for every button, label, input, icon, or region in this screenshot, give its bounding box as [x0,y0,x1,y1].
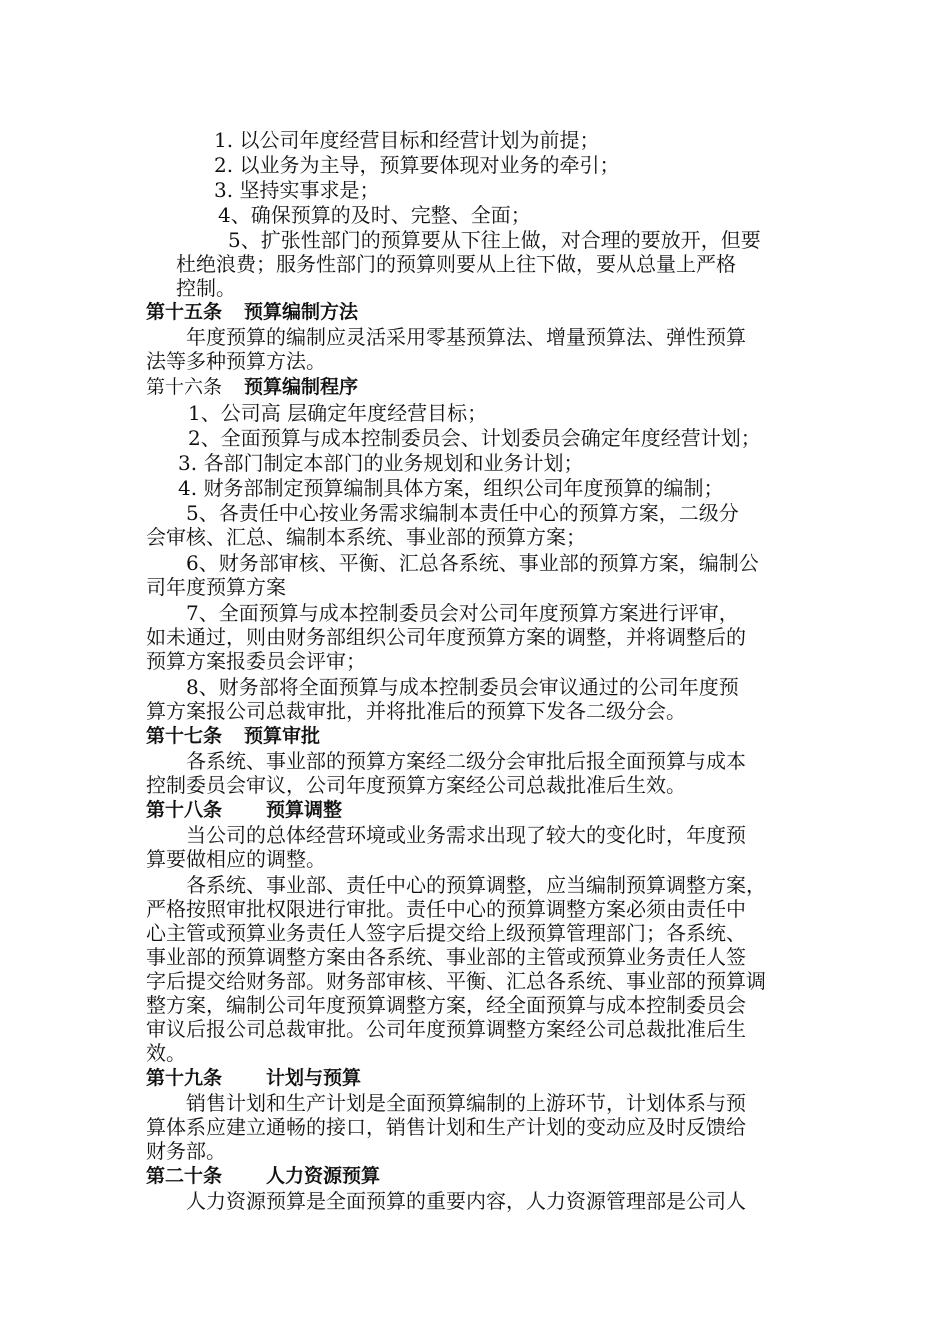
step-item-7-cont: 预算方案报委员会评审； [146,649,366,673]
paragraph-line: 控制委员会审议，公司年度预算方案经公司总裁批准后生效。 [146,773,686,797]
principle-item-2: 2. 以业务为主导，预算要体现对业务的牵引； [214,153,620,177]
principle-item-5: 5、扩张性部门的预算要从下往上做，对合理的要放开，但要 [228,228,761,252]
paragraph-line: 销售计划和生产计划是全面预算编制的上游环节，计划体系与预 [186,1091,746,1115]
step-item-8: 8、财务部将全面预算与成本控制委员会审议通过的公司年度预 [186,675,739,699]
article-heading [146,798,342,822]
article-number: 第十九条 [146,1067,223,1089]
article-title: 预算编制方法 [244,301,359,323]
paragraph-line: 算体系应建立通畅的接口，销售计划和生产计划的变动应及时反馈给 [146,1115,746,1139]
paragraph-line: 审议后报公司总裁审批。公司年度预算调整方案经公司总裁批准后生 [146,1017,746,1041]
article-title: 计划与预算 [266,1067,362,1089]
step-item-6: 6、财务部审核、平衡、汇总各系统、事业部的预算方案，编制公 [186,551,759,575]
paragraph-line: 各系统、事业部的预算方案经二级分会审批后报全面预算与成本 [186,749,746,773]
paragraph-line: 算要做相应的调整。 [146,847,326,871]
principle-item-3: 3. 坚持实事求是； [214,178,380,202]
article-number: 第二十条 [146,1165,223,1187]
paragraph-line: 法等多种预算方法。 [146,349,326,373]
article-title: 人力资源预算 [266,1165,381,1187]
paragraph-line: 严格按照审批权限进行审批。责任中心的预算调整方案必须由责任中 [146,897,746,921]
step-item-5: 5、各责任中心按业务需求编制本责任中心的预算方案，二级分 [186,501,739,525]
step-item-1: 1、公司高 层确定年度经营目标； [188,401,488,425]
article-heading [146,1164,380,1188]
article-heading [146,724,320,748]
paragraph-line: 整方案，编制公司年度预算调整方案，经全面预算与成本控制委员会 [146,993,746,1017]
paragraph-line: 事业部的预算调整方案由各系统、事业部的主管或预算业务责任人签 [146,945,746,969]
step-item-8-cont: 算方案报公司总裁审批，并将批准后的预算下发各二级分会。 [146,699,686,723]
paragraph-line: 效。 [146,1041,186,1065]
step-item-6-cont: 司年度预算方案 [146,575,286,599]
article-number: 第十七条 [146,725,223,747]
article-number: 第十八条 [146,799,223,821]
principle-item-5-cont: 杜绝浪费；服务性部门的预算则要从上往下做，要从总量上严格 [176,252,736,276]
step-item-5-cont: 会审核、汇总、编制本系统、事业部的预算方案； [146,525,586,549]
article-title: 预算编制程序 [244,376,359,398]
step-item-2: 2、全面预算与成本控制委员会、计划委员会确定年度经营计划； [188,426,761,450]
paragraph-line: 当公司的总体经营环境或业务需求出现了较大的变化时，年度预 [186,823,746,847]
article-number: 第十五条 [146,301,223,323]
paragraph-line: 财务部。 [146,1139,226,1163]
paragraph-line: 人力资源预算是全面预算的重要内容，人力资源管理部是公司人 [186,1189,746,1213]
principle-item-1: 1. 以公司年度经营目标和经营计划为前提； [214,128,600,152]
step-item-7-cont: 如未通过，则由财务部组织公司年度预算方案的调整，并将调整后的 [146,625,746,649]
paragraph-line: 心主管或预算业务责任人签字后提交给上级预算管理部门；各系统、 [146,921,746,945]
article-heading [146,375,358,399]
principle-item-5-cont: 控制。 [176,276,236,300]
article-title: 预算审批 [244,725,321,747]
paragraph-line: 各系统、事业部、责任中心的预算调整，应当编制预算调整方案， [186,873,766,897]
article-heading [146,1066,361,1090]
article-heading [146,300,358,324]
principle-item-4: 4、确保预算的及时、完整、全面； [218,203,531,227]
paragraph-line: 年度预算的编制应灵活采用零基预算法、增量预算法、弹性预算 [186,325,746,349]
paragraph-line: 字后提交给财务部。财务部审核、平衡、汇总各系统、事业部的预算调 [146,969,766,993]
article-title: 预算调整 [266,799,343,821]
article-number: 第十六条 [146,376,223,398]
step-item-3: 3. 各部门制定本部门的业务规划和业务计划； [178,451,584,475]
step-item-4: 4. 财务部制定预算编制具体方案，组织公司年度预算的编制； [178,476,724,500]
step-item-7: 7、全面预算与成本控制委员会对公司年度预算方案进行评审， [186,601,739,625]
